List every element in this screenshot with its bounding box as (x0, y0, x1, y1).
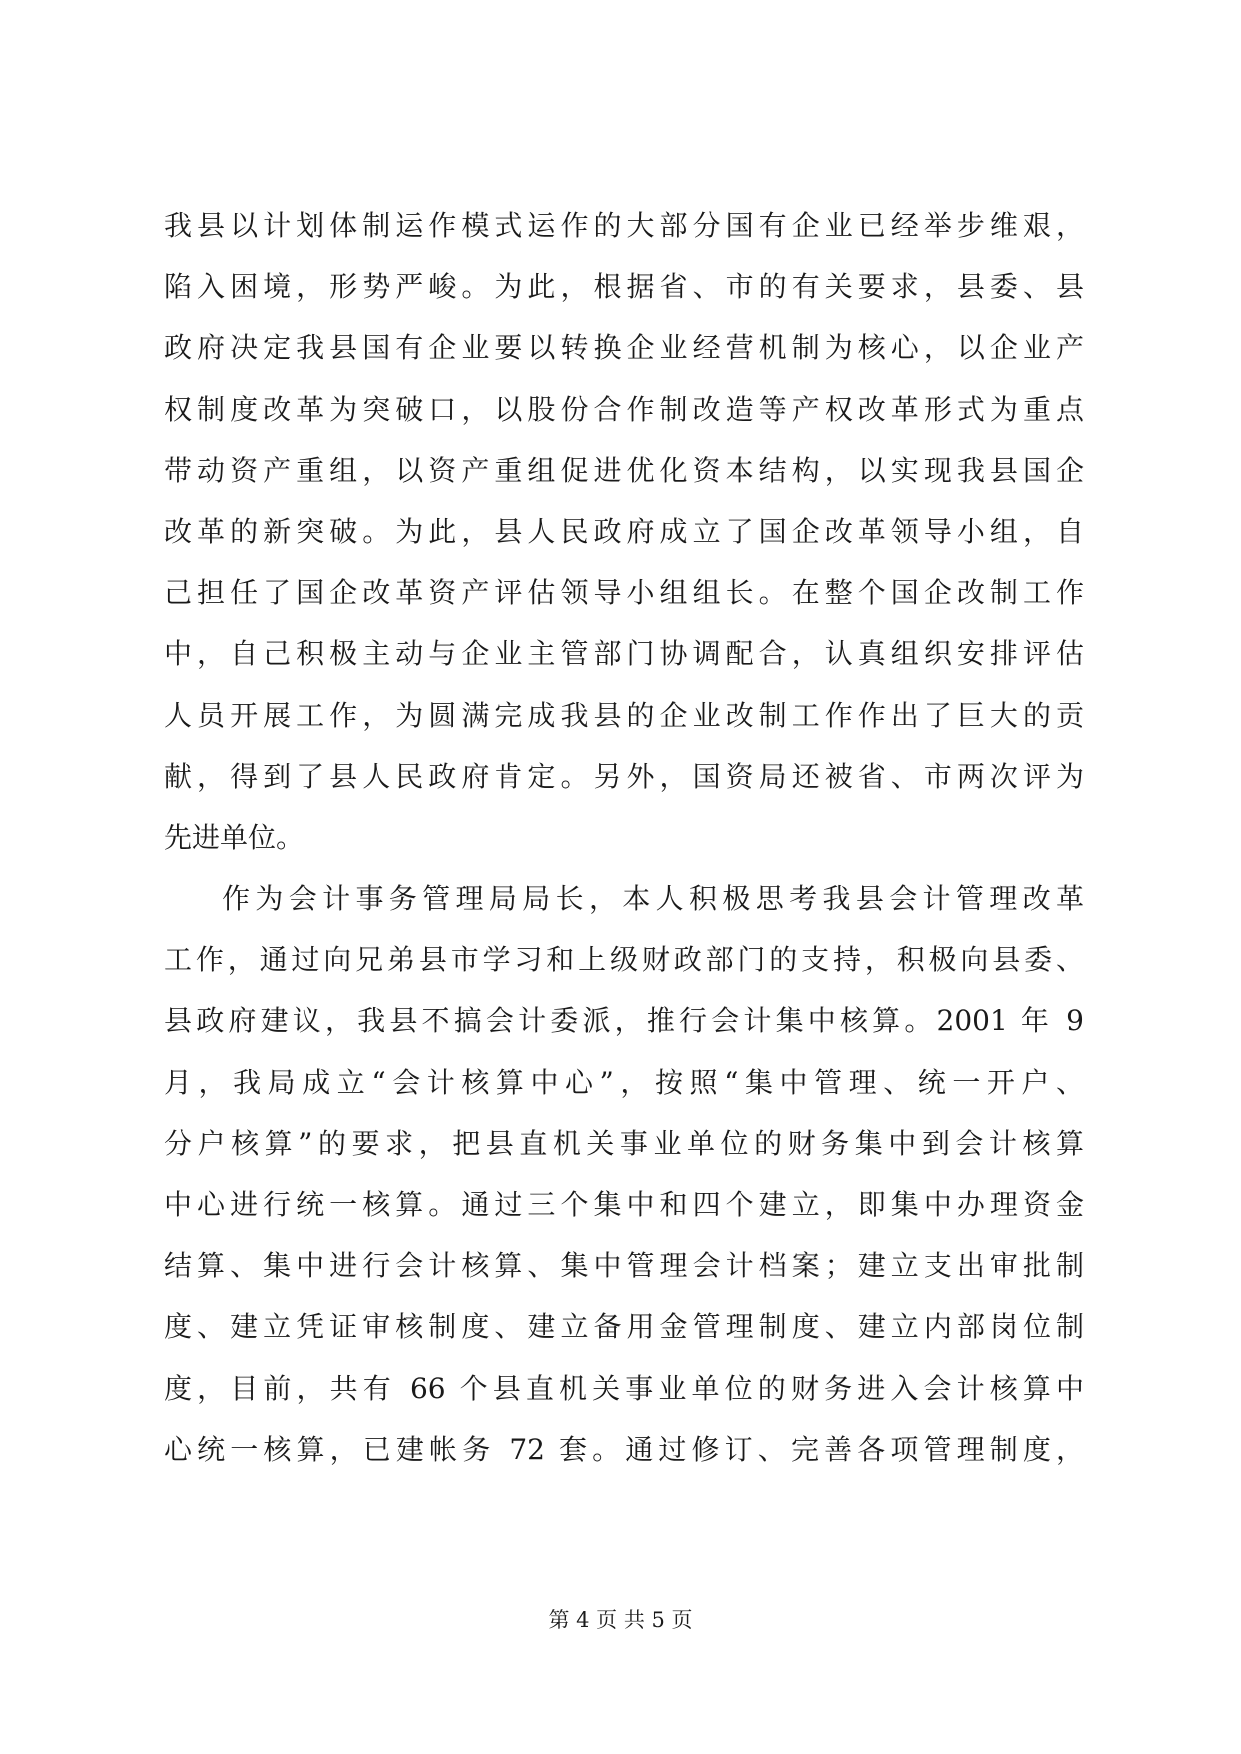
text-line: 陷入困境，形势严峻。为此，根据省、市的有关要求，县委、县 (164, 270, 1084, 304)
text-line: 度、建立凭证审核制度、建立备用金管理制度、建立内部岗位制 (164, 1310, 1084, 1344)
text-line: 我县以计划体制运作模式运作的大部分国有企业已经举步维艰， (164, 209, 1084, 242)
paragraph-1 (164, 195, 1084, 868)
text-line: 权制度改革为突破口，以股份合作制改造等产权改革形式为重点 (164, 392, 1084, 426)
text-line: 作为会计事务管理局局长，本人积极思考我县会计管理改革 (222, 882, 1084, 916)
text-line: 先进单位。 (164, 820, 305, 854)
text-line: 政府决定我县国有企业要以转换企业经营机制为核心，以企业产 (164, 331, 1084, 365)
text-line: 中，自己积极主动与企业主管部门协调配合，认真组织安排评估 (164, 637, 1084, 671)
text-line: 月，我局成立“会计核算中心”，按照“集中管理、统一开户、 (164, 1065, 1084, 1099)
document-body (164, 195, 1084, 1480)
text-line: 度，目前，共有 66 个县直机关事业单位的财务进入会计核算中 (164, 1371, 1084, 1405)
text-line: 中心进行统一核算。通过三个集中和四个建立，即集中办理资金 (164, 1188, 1084, 1221)
page-number-footer: 第 4 页 共 5 页 (548, 1608, 693, 1632)
text-line: 献，得到了县人民政府肯定。另外，国资局还被省、市两次评为 (164, 759, 1084, 793)
text-line: 县政府建议，我县不搞会计委派，推行会计集中核算。2001 年 9 (164, 1004, 1084, 1038)
paragraph-2 (164, 868, 1084, 1480)
text-line: 带动资产重组，以资产重组促进优化资本结构，以实现我县国企 (164, 453, 1084, 487)
text-line: 己担任了国企改革资产评估领导小组组长。在整个国企改制工作 (164, 576, 1084, 610)
text-line: 改革的新突破。为此，县人民政府成立了国企改革领导小组，自 (164, 514, 1084, 548)
text-line: 结算、集中进行会计核算、集中管理会计档案；建立支出审批制 (164, 1249, 1084, 1283)
text-line: 分户核算”的要求，把县直机关事业单位的财务集中到会计核算 (164, 1126, 1084, 1160)
text-line: 工作，通过向兄弟县市学习和上级财政部门的支持，积极向县委、 (164, 943, 1084, 977)
text-line: 人员开展工作，为圆满完成我县的企业改制工作作出了巨大的贡 (164, 698, 1084, 732)
text-line: 心统一核算，已建帐务 72 套。通过修订、完善各项管理制度， (164, 1432, 1084, 1466)
